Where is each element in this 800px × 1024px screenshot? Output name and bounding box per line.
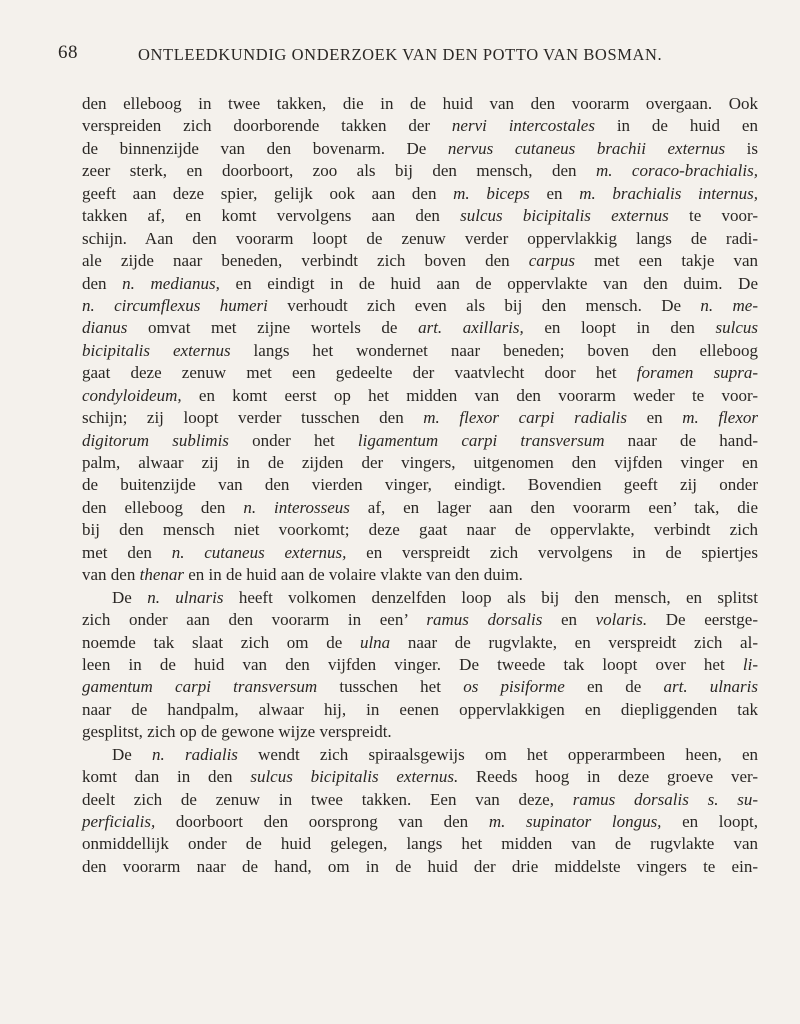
italic-term: m. brachialis internus,: [579, 183, 758, 203]
italic-term: os pisiforme: [463, 677, 565, 697]
italic-term: n. cutaneus externus,: [171, 542, 347, 562]
text-segment: de binnenzijde van den bovenarm. De: [82, 138, 448, 158]
text-segment: naar de rugvlakte, en verspreidt zich al-: [390, 632, 758, 652]
text-segment: wendt zich spiraalsgewijs om het opperarmbeen heen, en: [237, 744, 758, 764]
text-segment: verhoudt zich even als bij den mensch. De: [267, 295, 701, 315]
text-line: [82, 295, 758, 317]
text-segment: De eerstge-: [647, 610, 758, 630]
page-number: 68: [58, 42, 78, 63]
text-line: [82, 160, 758, 182]
text-segment: en in de huid aan de volaire vlakte van den duim.: [183, 565, 523, 585]
text-segment: in de huid en: [594, 116, 758, 136]
text-segment: Reeds hoog in deze groeve ver-: [458, 767, 758, 787]
text-segment: den: [82, 273, 123, 293]
text-line: [82, 497, 758, 519]
italic-term: ramus dorsalis s. su-: [572, 789, 758, 809]
text-line: [82, 564, 758, 586]
italic-term: sulcus bicipitalis externus.: [250, 767, 459, 787]
text-line: [82, 138, 758, 160]
text-line: [82, 519, 758, 541]
text-segment: De: [112, 587, 148, 607]
text-segment: en komt eerst op het midden van den voorarm weder te voor-: [181, 385, 758, 405]
italic-term: m. flexor: [682, 408, 758, 428]
text-segment: gaat deze zenuw met een gedeelte der vaatvlecht door het: [82, 363, 637, 383]
text-line: [82, 676, 758, 698]
text-segment: en loopt,: [661, 812, 759, 831]
italic-term: ulna: [359, 632, 391, 652]
italic-term: m. supinator longus,: [488, 812, 662, 831]
italic-term: m. flexor carpi radialis: [423, 408, 627, 428]
italic-term: condyloideum,: [82, 385, 182, 405]
text-line: [82, 856, 758, 878]
text-segment: heeft volkomen denzelfden loop als bij den mensch, en splitst: [223, 587, 759, 607]
text-line: [82, 766, 758, 788]
text-segment: naar de handpalm, alwaar hij, in eenen oppervlakkigen en diepliggenden tak: [82, 699, 758, 719]
italic-term: gamentum carpi transversum: [82, 677, 318, 697]
text-segment: onmiddellijk onder de huid gelegen, langs het midden van de rugvlakte van: [82, 834, 758, 854]
text-segment: den elleboog in twee takken, die in de huid van den voorarm overgaan. Ook: [82, 94, 758, 113]
italic-term: nervus cutaneus brachii externus: [447, 138, 726, 158]
italic-term: li-: [742, 654, 758, 674]
text-segment: te voor-: [668, 206, 758, 226]
italic-term: m. biceps: [453, 183, 530, 203]
body-text: [82, 93, 758, 878]
italic-term: carpus: [528, 251, 575, 271]
text-segment: tusschen het: [317, 677, 464, 697]
text-segment: is: [725, 138, 759, 158]
text-line: [82, 183, 758, 205]
text-segment: deelt zich de zenuw in twee takken. Een van deze,: [82, 789, 573, 809]
text-line: [82, 430, 758, 452]
text-segment: en de: [564, 677, 664, 697]
text-segment: naar de hand-: [604, 430, 758, 450]
text-segment: komt dan in den: [82, 767, 251, 787]
italic-term: sulcus: [715, 318, 758, 338]
text-segment: geeft aan deze spier, gelijk ook aan den: [82, 183, 454, 203]
text-segment: af, en lager aan den voorarm een’ tak, die: [349, 497, 758, 517]
text-segment: schijn. Aan den voorarm loopt de zenuw verder oppervlakkig langs de radi-: [82, 228, 758, 248]
text-line: [82, 744, 758, 766]
text-segment: palm, alwaar zij in de zijden der vingers, uitgenomen den vijfden vinger en: [82, 453, 758, 472]
italic-term: n. ulnaris: [147, 587, 224, 607]
text-line: [82, 811, 758, 833]
text-line: [82, 833, 758, 855]
italic-term: bicipitalis externus: [82, 340, 231, 360]
text-line: [82, 362, 758, 384]
italic-term: n. me-: [700, 295, 759, 315]
text-line: [82, 654, 758, 676]
text-segment: De: [112, 744, 153, 764]
text-line: [82, 385, 758, 407]
text-line: [82, 250, 758, 272]
italic-term: ramus dorsalis: [426, 610, 543, 630]
text-segment: takken af, en komt vervolgens aan den: [82, 206, 461, 226]
text-segment: van den: [82, 565, 140, 585]
italic-term: m. coraco-brachialis,: [595, 161, 758, 181]
text-segment: den voorarm naar de hand, om in de huid der drie middelste vingers te ein-: [82, 856, 758, 876]
text-segment: met een takje van: [575, 251, 758, 271]
text-segment: en: [542, 610, 596, 630]
italic-term: art. ulnaris: [663, 677, 758, 697]
italic-term: nervi intercostales: [451, 116, 595, 136]
running-head: ONTLEEDKUNDIG ONDERZOEK VAN DEN POTTO VAN BOSMAN.: [138, 45, 663, 64]
text-segment: leen in de huid van den vijfden vinger. De tweede tak loopt over het: [82, 654, 743, 674]
italic-term: n. medianus,: [122, 273, 220, 293]
text-line: [82, 205, 758, 227]
italic-term: n. circumflexus humeri: [82, 295, 268, 315]
text-line: [82, 721, 758, 743]
text-segment: en: [529, 183, 580, 203]
italic-term: ligamentum carpi transversum: [357, 430, 605, 450]
text-segment: onder het: [228, 430, 358, 450]
text-segment: langs het wondernet naar beneden; boven den elleboog: [230, 340, 758, 360]
text-line: [82, 789, 758, 811]
text-line: [82, 474, 758, 496]
italic-term: n. radialis: [152, 744, 238, 764]
text-segment: en eindigt in de huid aan de oppervlakte van den duim. De: [219, 273, 758, 293]
text-line: [82, 452, 758, 474]
italic-term: foramen supra-: [636, 363, 758, 383]
text-line: [82, 115, 758, 137]
text-segment: en: [627, 408, 683, 428]
text-line: [82, 317, 758, 339]
italic-term: thenar: [139, 565, 184, 585]
text-line: [82, 587, 758, 609]
text-segment: bij den mensch niet voorkomt; deze gaat naar de oppervlakte, verbindt zich: [82, 520, 758, 540]
text-segment: noemde tak slaat zich om de: [82, 632, 360, 652]
text-segment: zeer sterk, en doorboort, zoo als bij den mensch, den: [82, 161, 596, 181]
text-segment: en verspreidt zich vervolgens in de spiertjes: [346, 542, 758, 562]
text-segment: doorboort den oorsprong van den: [155, 812, 489, 831]
text-line: [82, 699, 758, 721]
text-segment: gesplitst, zich op de gewone wijze verspreidt.: [82, 722, 392, 742]
text-line: [82, 340, 758, 362]
text-line: [82, 407, 758, 429]
italic-term: digitorum sublimis: [82, 430, 229, 450]
text-segment: omvat met zijne wortels de: [127, 318, 419, 338]
text-line: [82, 93, 758, 115]
text-segment: verspreiden zich doorborende takken der: [82, 116, 452, 136]
text-segment: de buitenzijde van den vierden vinger, eindigt. Bovendien geeft zij onder: [82, 475, 758, 495]
text-segment: zich onder aan den voorarm in een’: [82, 610, 427, 630]
text-line: [82, 609, 758, 631]
text-line: [82, 632, 758, 654]
text-segment: met den: [82, 542, 172, 562]
text-line: [82, 542, 758, 564]
text-segment: den elleboog den: [82, 497, 244, 517]
text-segment: schijn; zij loopt verder tusschen den: [82, 408, 424, 428]
italic-term: n. interosseus: [243, 497, 350, 517]
text-segment: en loopt in den: [523, 318, 716, 338]
text-line: [82, 273, 758, 295]
italic-term: art. axillaris,: [418, 318, 524, 338]
italic-term: dianus: [82, 318, 128, 338]
italic-term: perficialis,: [82, 812, 156, 831]
text-line: [82, 228, 758, 250]
page-header: [58, 42, 758, 72]
italic-term: sulcus bicipitalis externus: [460, 206, 669, 226]
text-segment: ale zijde naar beneden, verbindt zich boven den: [82, 251, 529, 271]
italic-term: volaris.: [595, 610, 648, 630]
